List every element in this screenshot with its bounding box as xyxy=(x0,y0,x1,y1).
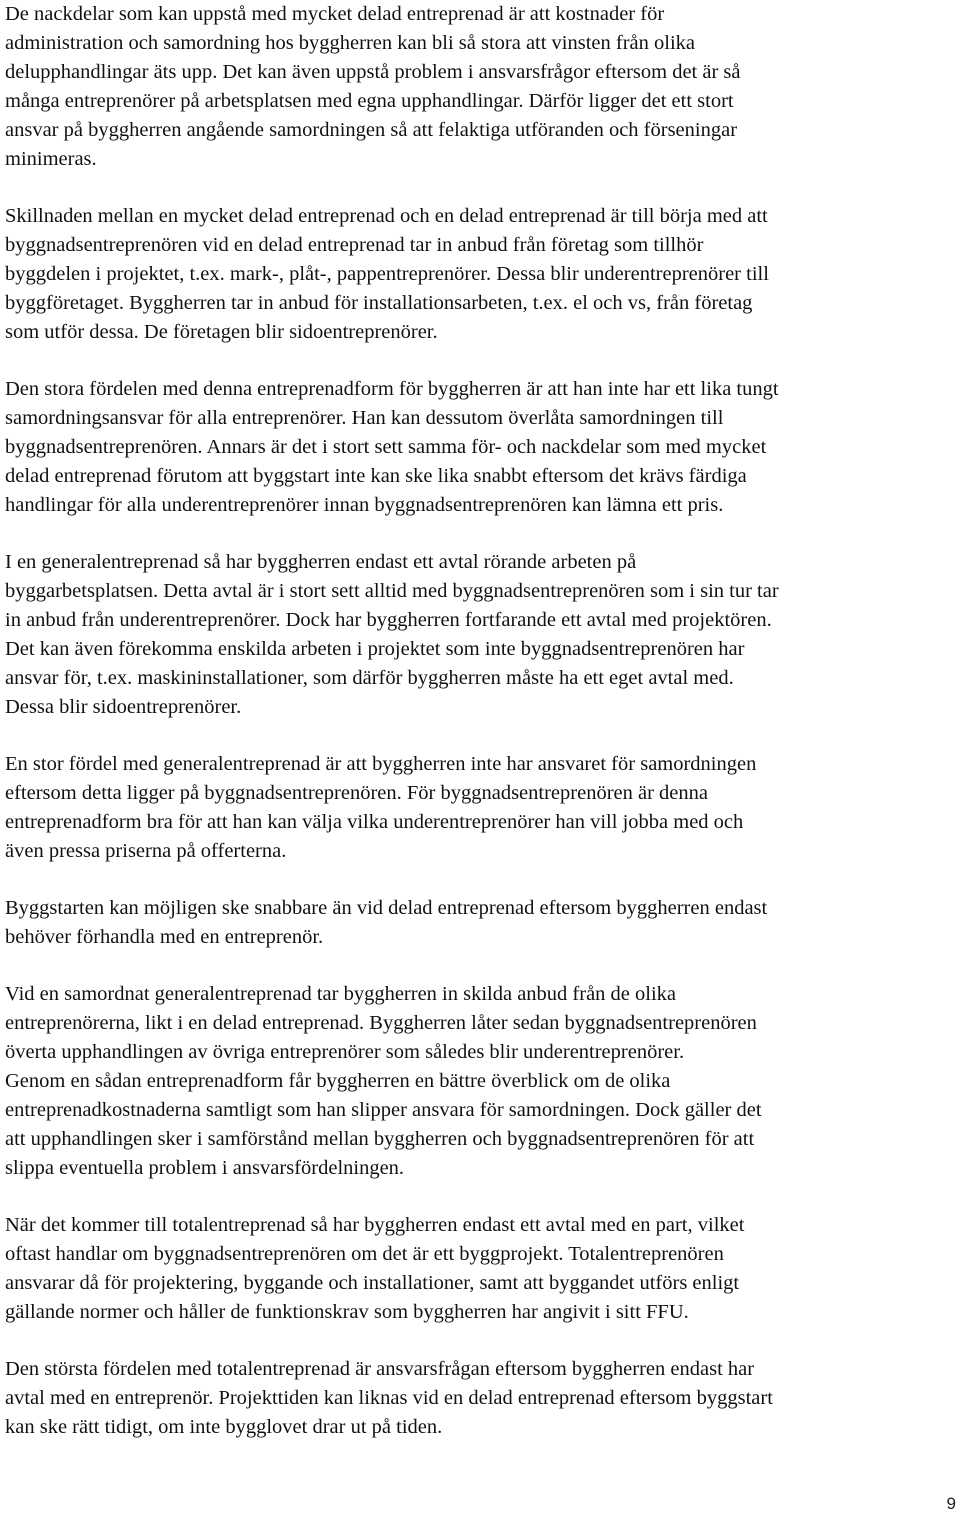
paragraph-7 xyxy=(5,980,957,1183)
text-line: handlingar för alla underentreprenörer innan byggnadsentreprenören kan lämna ett pris. xyxy=(5,494,724,516)
text-line: byggdelen i projektet, t.ex. mark-, plåt-, pappentreprenörer. Dessa blir underentreprenörer till xyxy=(5,263,769,285)
text-line: även pressa priserna på offerterna. xyxy=(5,840,287,862)
text-line: De nackdelar som kan uppstå med mycket delad entreprenad är att kostnader för xyxy=(5,3,665,25)
text-line: Skillnaden mellan en mycket delad entreprenad och en delad entreprenad är till börja med att xyxy=(5,205,768,227)
text-line: oftast handlar om byggnadsentreprenören om det är ett byggprojekt. Totalentreprenören xyxy=(5,1243,724,1265)
paragraph-9 xyxy=(5,1355,957,1442)
text-line: byggnadsentreprenören vid en delad entreprenad tar in anbud från företag som tillhör xyxy=(5,234,704,256)
paragraph-3 xyxy=(5,375,957,520)
page-number: 9 xyxy=(946,1494,956,1513)
paragraph-8 xyxy=(5,1211,957,1327)
text-line: minimeras. xyxy=(5,148,97,170)
text-line: många entreprenörer på arbetsplatsen med egna upphandlingar. Därför ligger det ett stort xyxy=(5,90,734,112)
text-line: kan ske rätt tidigt, om inte bygglovet drar ut på tiden. xyxy=(5,1416,443,1438)
text-line: entreprenadform bra för att han kan välja vilka underentreprenörer han vill jobba med och xyxy=(5,811,744,833)
text-line: in anbud från underentreprenörer. Dock har byggherren fortfarande ett avtal med projektören. xyxy=(5,609,772,631)
text-line: I en generalentreprenad så har byggherren endast ett avtal rörande arbeten på xyxy=(5,551,637,573)
text-line: entreprenadkostnaderna samtligt som han slipper ansvara för samordningen. Dock gäller det xyxy=(5,1099,762,1121)
text-line: Byggstarten kan möjligen ske snabbare än vid delad entreprenad eftersom byggherren endast xyxy=(5,897,768,919)
text-line: som utför dessa. De företagen blir sidoentreprenörer. xyxy=(5,321,438,343)
paragraph-5 xyxy=(5,750,957,866)
text-line: Den största fördelen med totalentreprenad är ansvarsfrågan eftersom byggherren endast har xyxy=(5,1358,755,1380)
text-line: Det kan även förekomma enskilda arbeten i projektet som inte byggnadsentreprenören har xyxy=(5,638,745,660)
text-line: samordningsansvar för alla entreprenörer. Han kan dessutom överlåta samordningen till xyxy=(5,407,724,429)
text-line: överta upphandlingen av övriga entreprenörer som således blir underentreprenörer. xyxy=(5,1041,685,1063)
body-text xyxy=(5,0,957,1470)
text-line: ansvar för, t.ex. maskininstallationer, som därför byggherren måste ha ett eget avtal med. xyxy=(5,667,734,689)
text-line: Den stora fördelen med denna entreprenadform för byggherren är att han inte har ett lika tungt xyxy=(5,378,779,400)
text-line: En stor fördel med generalentreprenad är att byggherren inte har ansvaret för samordningen xyxy=(5,753,757,775)
paragraph-4 xyxy=(5,548,957,722)
text-line: administration och samordning hos byggherren kan bli så stora att vinsten från olika xyxy=(5,32,696,54)
text-line: behöver förhandla med en entreprenör. xyxy=(5,926,324,948)
text-line: ansvarar då för projektering, byggande och installationer, samt att byggandet utförs enligt xyxy=(5,1272,740,1294)
text-line: delad entreprenad förutom att byggstart inte kan ske lika snabbt eftersom det krävs färdiga xyxy=(5,465,747,487)
text-line: byggarbetsplatsen. Detta avtal är i stort sett alltid med byggnadsentreprenören som i sin tur tar xyxy=(5,580,779,602)
text-line: slippa eventuella problem i ansvarsfördelningen. xyxy=(5,1157,405,1179)
text-line: Vid en samordnat generalentreprenad tar byggherren in skilda anbud från de olika xyxy=(5,983,677,1005)
paragraph-6 xyxy=(5,894,957,952)
text-line: När det kommer till totalentreprenad så har byggherren endast ett avtal med en part, vilket xyxy=(5,1214,745,1236)
text-line: Genom en sådan entreprenadform får byggherren en bättre överblick om de olika xyxy=(5,1070,671,1092)
paragraph-2 xyxy=(5,202,957,347)
text-line: eftersom detta ligger på byggnadsentreprenören. För byggnadsentreprenören är denna xyxy=(5,782,708,804)
text-line: delupphandlingar äts upp. Det kan även uppstå problem i ansvarsfrågor eftersom det är så xyxy=(5,61,741,83)
text-line: ansvar på byggherren angående samordningen så att felaktiga utföranden och förseningar xyxy=(5,119,738,141)
paragraph-1 xyxy=(5,0,957,174)
text-line: gällande normer och håller de funktionskrav som byggherren har angivit i sitt FFU. xyxy=(5,1301,689,1323)
text-line: byggföretaget. Byggherren tar in anbud för installationsarbeten, t.ex. el och vs, från företag xyxy=(5,292,753,314)
text-line: att upphandlingen sker i samförstånd mellan byggherren och byggnadsentreprenören för att xyxy=(5,1128,755,1150)
text-line: Dessa blir sidoentreprenörer. xyxy=(5,696,242,718)
text-line: entreprenörerna, likt i en delad entreprenad. Byggherren låter sedan byggnadsentreprenören xyxy=(5,1012,757,1034)
text-line: byggnadsentreprenören. Annars är det i stort sett samma för- och nackdelar som med mycket xyxy=(5,436,767,458)
text-line: avtal med en entreprenör. Projekttiden kan liknas vid en delad entreprenad eftersom byggstart xyxy=(5,1387,773,1409)
